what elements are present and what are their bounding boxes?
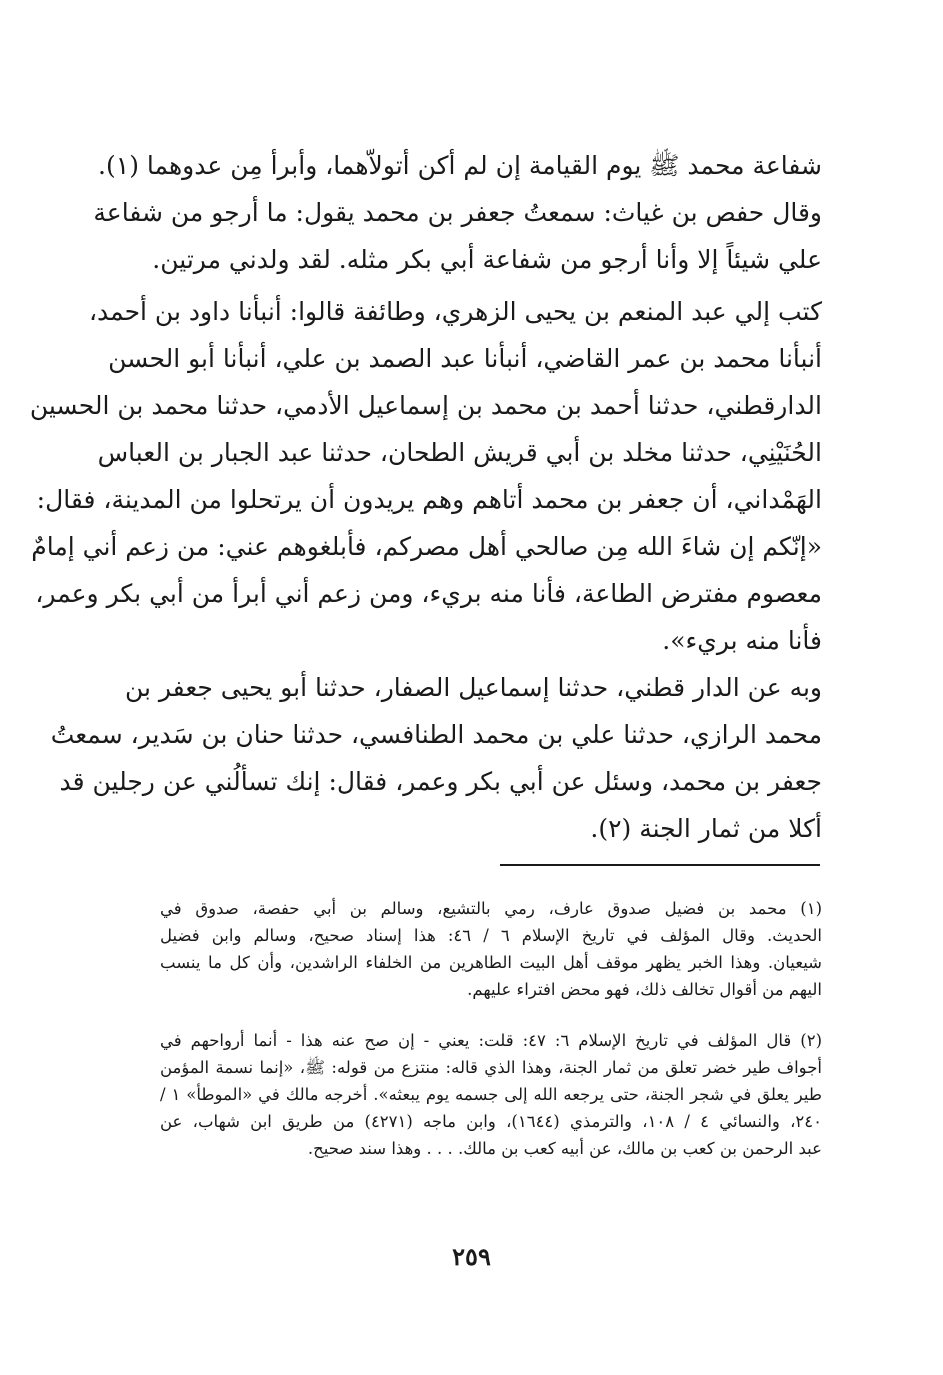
page-number: ٢٥٩ xyxy=(452,1242,491,1271)
text-line: وبه عن الدار قطني، حدثنا إسماعيل الصفار، حدثنا أبو يحيى جعفر بن xyxy=(124,673,822,702)
text-line: كتب إلي عبد المنعم بن يحيى الزهري، وطائفة قالوا: أنبأنا داود بن أحمد، xyxy=(88,297,822,326)
text-line: معصوم مفترض الطاعة، فأنا منه بريء، ومن زعم أني أبرأ من أبي بكر وعمر، xyxy=(35,579,822,608)
text-line: محمد الرازي، حدثنا علي بن محمد الطنافسي، حدثنا حنان بن سَدير، سمعتُ xyxy=(50,720,822,749)
footnote-2 xyxy=(160,1027,822,1162)
text-line: علي شيئاً إلا وأنا أرجو من شفاعة أبي بكر مثله. لقد ولدني مرتين. xyxy=(152,245,822,274)
footnote-line: عبد الرحمن بن كعب بن مالك، عن أبيه كعب بن مالك. . . . وهذا سند صحيح. xyxy=(307,1139,822,1158)
footnote-line: الحديث. وقال المؤلف في تاريخ الإسلام ٦ / ٤٦: هذا إسناد صحيح، وسالم وابن فضيل xyxy=(160,926,822,945)
footnote-line: (١) محمد بن فضيل صدوق عارف، رمي بالتشيع، وسالم بن أبي حفصة، صدوق في xyxy=(160,899,822,918)
footnote-line: طير يعلق في شجر الجنة، حتى يرجعه الله إلى جسمه يوم يبعثه». أخرجه مالك في «الموطأ» ١ / xyxy=(160,1085,822,1104)
text-line: جعفر بن محمد، وسئل عن أبي بكر وعمر، فقال: إنك تسألُني عن رجلين قد xyxy=(59,767,822,796)
text-line: وقال حفص بن غياث: سمعتُ جعفر بن محمد يقول: ما أرجو من شفاعة xyxy=(93,198,822,227)
text-line: شفاعة محمد ﷺ يوم القيامة إن لم أكن أتولاّهما، وأبرأ مِن عدوهما (١). xyxy=(98,151,822,180)
text-line: الدارقطني، حدثنا أحمد بن محمد بن إسماعيل الأدمي، حدثنا محمد بن الحسين xyxy=(29,391,822,420)
text-line: أنبأنا محمد بن عمر القاضي، أنبأنا عبد الصمد بن علي، أنبأنا أبو الحسن xyxy=(108,344,822,373)
footnote-line: شيعيان. وهذا الخبر يظهر موقف أهل البيت الطاهرين من الخلفاء الراشدين، وأن كل ما ينسب xyxy=(160,953,822,972)
text-line: فأنا منه بريء». xyxy=(662,626,822,655)
footnote-1 xyxy=(160,895,822,1003)
text-line: «إنّكم إن شاءَ الله مِن صالحي أهل مصركم، فأبلغوهم عني: من زعم أني إمامٌ xyxy=(31,532,822,561)
text-line: الحُنَيْنِي، حدثنا مخلد بن أبي قريش الطحان، حدثنا عبد الجبار بن العباس xyxy=(97,438,822,467)
text-line: أكلا من ثمار الجنة (٢). xyxy=(590,814,822,843)
footnotes xyxy=(160,895,822,1162)
footnote-line: اليهم من أقوال تخالف ذلك، فهو محض افتراء عليهم. xyxy=(467,980,822,999)
footnote-line: أجواف طير خضر تعلق من ثمار الجنة، وهذا الذي قاله: منتزع من قوله: ﷺ، «إنما نسمة المؤمن xyxy=(160,1058,822,1077)
footnote-line: ٢٤٠، والنسائي ٤ / ١٠٨، والترمذي (١٦٤٤)، وابن ماجه (٤٢٧١) من طريق ابن شهاب، عن xyxy=(160,1112,823,1131)
footnote-divider xyxy=(500,864,820,866)
footnote-line: (٢) قال المؤلف في تاريخ الإسلام ٦: ٤٧: قلت: يعني - إن صح عنه هذا - أنما أرواحهم في xyxy=(160,1031,822,1050)
text-line: الهَمْداني، أن جعفر بن محمد أتاهم وهم يريدون أن يرتحلوا من المدينة، فقال: xyxy=(36,485,822,514)
main-text xyxy=(29,142,822,852)
